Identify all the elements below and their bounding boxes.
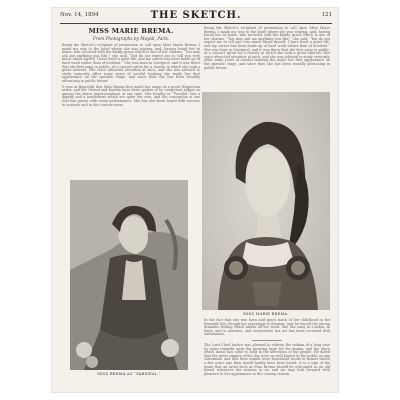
lord-chief-justice-text: The Lord Chief Justice was pleased to enliven the tedium of a long case by some remarks upon the growing taste for the drama, and the place which music has come to hold in the affections of the people. He noted that the great singers of the day were as well known to the public as any statesman, and that their names were household words in homes where a few years ago they would hardly have been heard. It is a sign of the times that an artist such as Miss Brema should be welcomed as an old friend whenever she returns to us, and we may look forward with pleasure to her appearance in the coming season.	[204, 342, 330, 376]
kundry-photo	[70, 180, 188, 370]
article-lead-text: Being the Sketch’s recipient of permission to call upon Miss Marie Brema, I made my way to the hotel where she was staying, and, having found her at home, was received with the kindly grace which is one of her charms. “You may ask me anything you like,” she said, “but do not expect me to tell you very much about myself. I have lived a quiet life, and my career has been made up of hard work rather than of incident.” She was born in Liverpool, and it was there that she first sang in public, at a concert given for a charity in which she took a great interest. Her voice attracted attention at once, and she was advised to study seriously. After some years of careful training she made her first appearance on the operatic stage, and since then she has been steadily advancing in public favour.	[62, 43, 200, 83]
portrait-illustration	[202, 92, 330, 310]
page-header	[60, 11, 332, 24]
article-left-column	[62, 27, 200, 107]
article-right-text: Being the Sketch’s recipient of permission to call upon Miss Marie Brema, I made my way to the hotel where she was staying, and, having found her at home, was received with the kindly grace which is one of her charms. “You may ask me anything you like,” she said, “but do not expect me to tell you very much about myself. I have lived a quiet life, and my career has been made up of hard work rather than of incident.” She was born in Liverpool, and it was there that she first sang in public, at a concert given for a charity in which she took a great interest. Her voice attracted attention at once, and she was advised to study seriously. After some years of careful training she made her first appearance on the operatic stage, and since then she has been steadily advancing in public favour.	[204, 26, 330, 70]
article-heading: MISS MARIE BREMA.	[88, 27, 174, 35]
article-right-column-top	[204, 27, 330, 70]
section-divider	[252, 340, 282, 341]
portrait-follow-text: In the fact that she was born and spent much of her childhood in the Emerald Isle, though her parentage is German, may be traced the strong dramatic feeling which marks all her work. She has sung in London, in Paris, and in America, and everywhere her art has been received with enthusiasm.	[204, 318, 330, 337]
article-column-text: It was at Bayreuth that Miss Brema first made her name as a great Wagnerian artist, and her Ortrud and Kundry have been spoken of by competent judges as among the finest impersonations of our time. Her Kundry in “Parsifal” has a dignity and a tenderness which are quite her own, and the conception is one that has grown with every performance. She has also been heard with success in oratorio and in the concert-room.	[62, 84, 200, 107]
article-right-column-mid	[204, 319, 330, 376]
page-number: 121	[321, 12, 332, 18]
portrait-photo	[202, 92, 330, 310]
kundry-illustration	[70, 180, 188, 370]
article-subheading: From Photographs by Mayall, Paris.	[92, 36, 170, 41]
magazine-page	[52, 8, 338, 392]
kundry-caption: MISS BREMA AS “PARSIFAL.”	[97, 372, 161, 376]
portrait-caption: MISS MARIE BREMA.	[243, 312, 289, 316]
issue-date: Nov. 14, 1894	[60, 12, 99, 18]
masthead-title: THE SKETCH.	[150, 10, 242, 21]
